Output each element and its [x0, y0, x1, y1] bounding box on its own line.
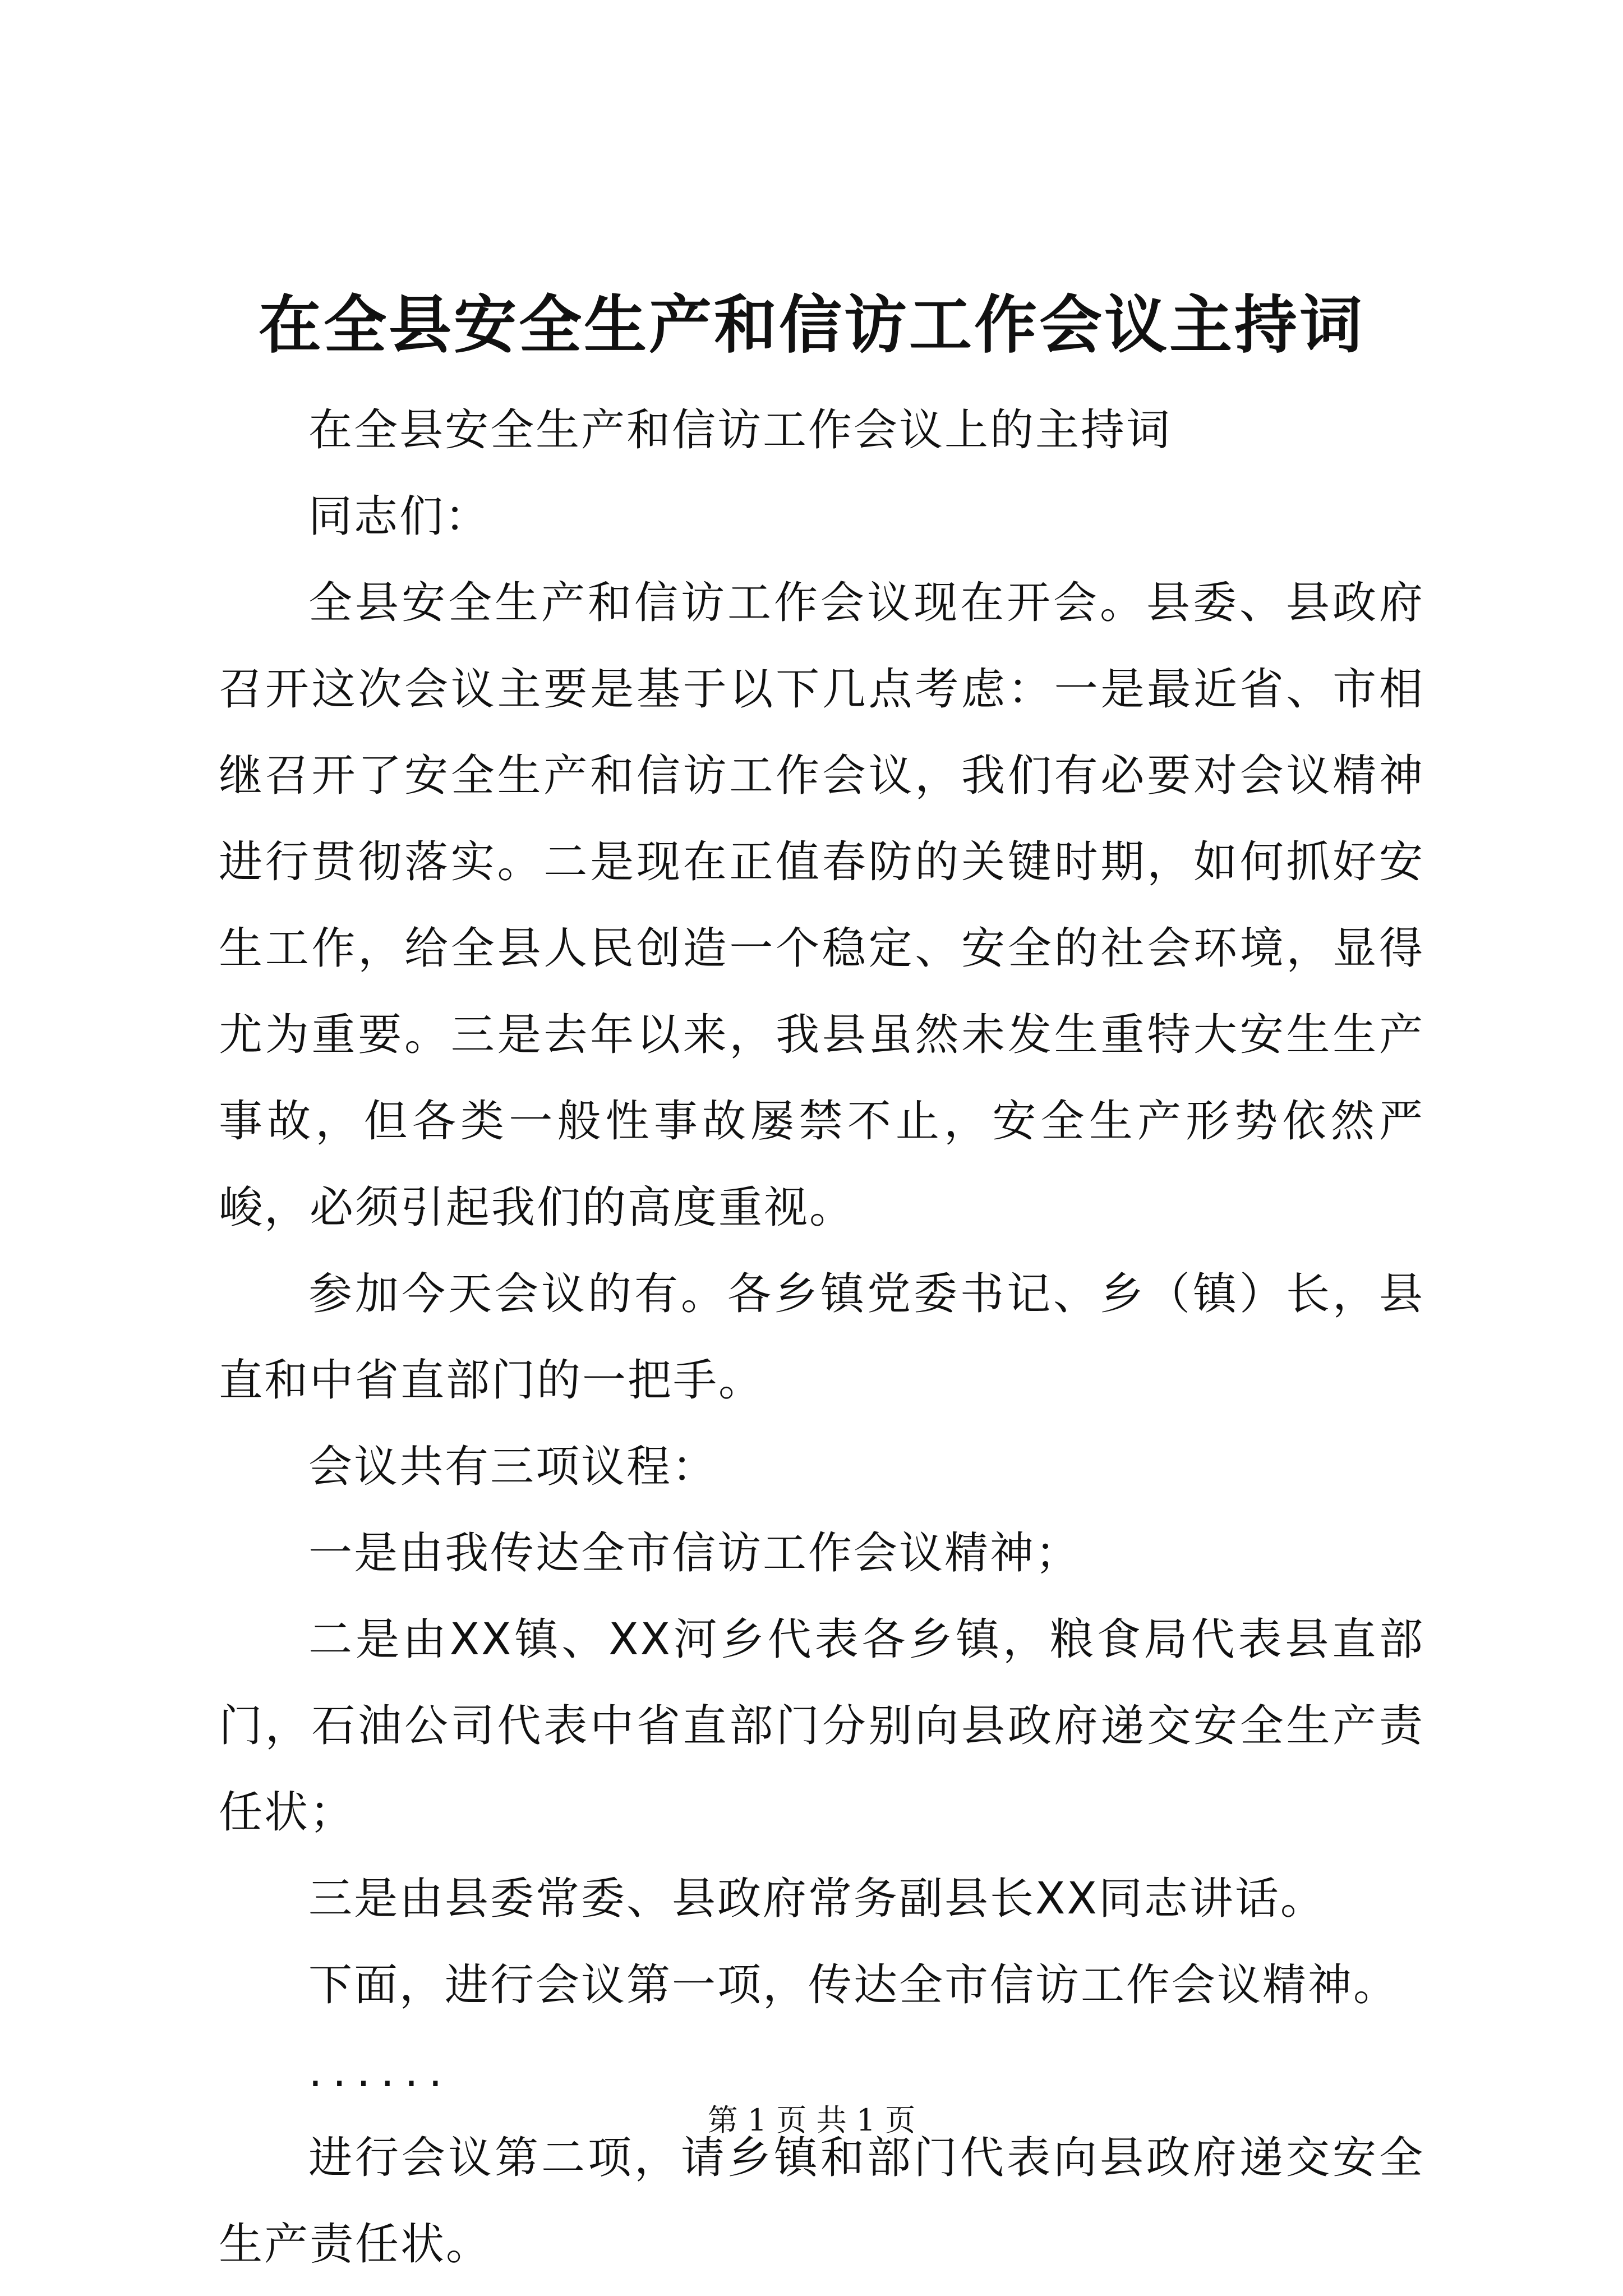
page-number-footer: 第 1 页 共 1 页 [707, 2102, 916, 2138]
agenda-item-paragraph: 二是由XX镇、XX河乡代表各乡镇，粮食局代表县直部门，石油公司代表中省直部门分别向县政府递交安全生产责任状； [219, 1614, 1424, 1838]
document-body [219, 387, 1424, 2288]
agenda-item-paragraph: 三是由县委常委、县政府常务副县长XX同志讲话。 [308, 1874, 1326, 1924]
body-paragraph: 下面，进行会议第一项，传达全市信访工作会议精神。 [308, 1960, 1399, 2010]
agenda-item-paragraph: 一是由我传达全市信访工作会议精神； [308, 1528, 1081, 1579]
salutation-paragraph: 同志们： [308, 491, 491, 542]
body-paragraph: 参加今天会议的有。各乡镇党委书记、乡（镇）长，县直和中省直部门的一把手。 [219, 1269, 1424, 1406]
agenda-heading-paragraph: 会议共有三项议程： [308, 1442, 718, 1492]
document-title: 在全县安全生产和信访工作会议主持词 [259, 288, 1364, 362]
body-paragraph: 全县安全生产和信访工作会议现在开会。县委、县政府召开这次会议主要是基于以下几点考虑：一是最近省、市相继召开了安全生产和信访工作会议，我们有必要对会议精神进行贯彻落实。二是现在正值春防的关键时期，如何抓好安生工作，给全县人民创造一个稳定、安全的社会环境，显得尤为重要。三是去年以来，我县虽然未发生重特大安生生产事故，但各类一般性事故屡禁不止，安全生产形势依然严峻，必须引起我们的高度重视。 [219, 578, 1424, 1233]
ellipsis-paragraph: ...... [308, 2046, 453, 2097]
body-paragraph: 进行会议第二项，请乡镇和部门代表向县政府递交安全生产责任状。 [219, 2133, 1424, 2270]
subtitle-paragraph: 在全县安全生产和信访工作会议上的主持词 [308, 405, 1172, 455]
